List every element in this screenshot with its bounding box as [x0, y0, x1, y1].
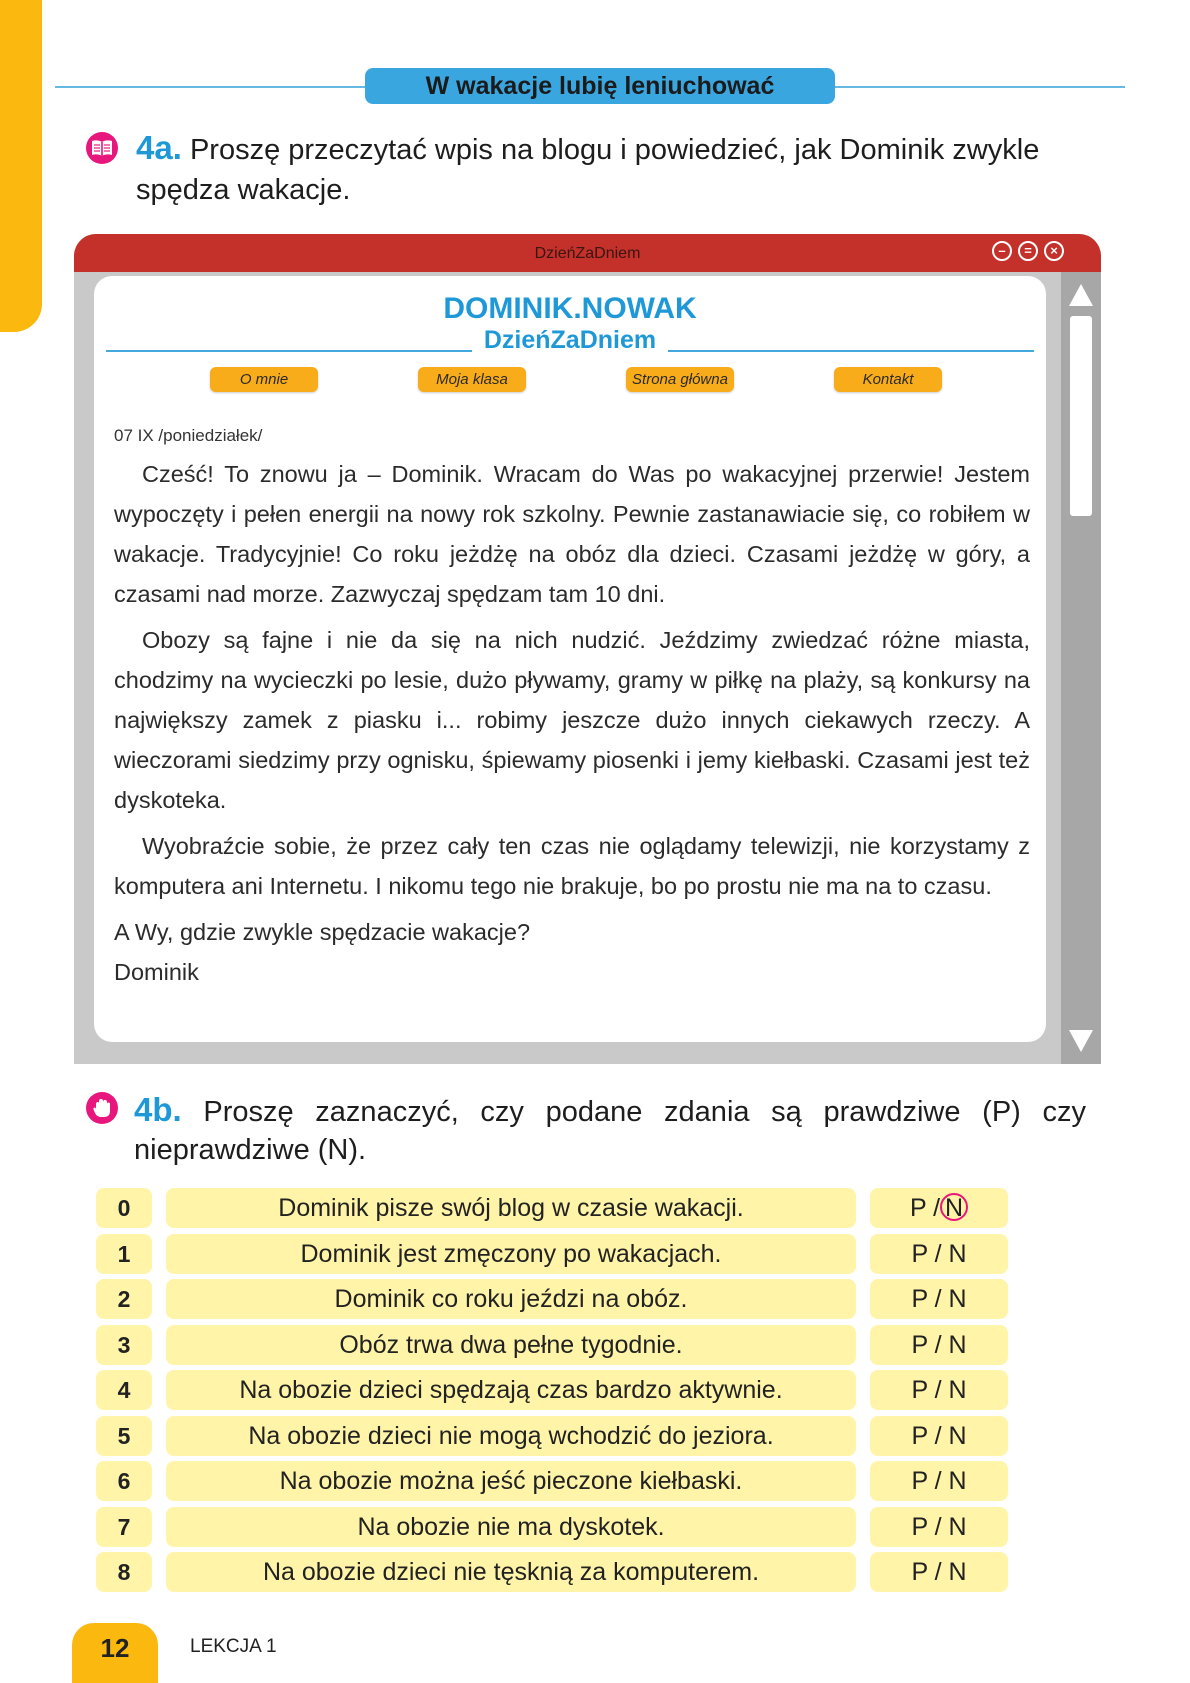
row-answer[interactable]: P / N	[870, 1279, 1008, 1319]
row-answer[interactable]: P / N	[870, 1416, 1008, 1456]
row-answer[interactable]	[870, 1188, 1008, 1228]
scroll-down-icon[interactable]	[1069, 1030, 1093, 1052]
row-sentence: Obóz trwa dwa pełne tygodnie.	[166, 1325, 856, 1365]
post-paragraph-2: Obozy są fajne i nie da się na nich nudzić. Jeździmy zwiedzać różne miasta, chodzimy na wycieczki po lesie, dużo pływamy, gramy w piłkę na plaży, są konkursy na największy zamek z piasku i... robimy jeszcze dużo innych ciekawych rzeczy. A wieczorami siedzimy przy ognisku, śpiewamy piosenki i jemy kiełbaski. Czasami jest też dyskoteka.	[114, 627, 1030, 813]
row-sentence: Dominik pisze swój blog w czasie wakacji.	[166, 1188, 856, 1228]
row-sentence: Dominik co roku jeździ na obóz.	[166, 1279, 856, 1319]
close-icon[interactable]: ×	[1044, 241, 1064, 261]
minimize-icon[interactable]: –	[992, 241, 1012, 261]
exercise-4b-instruction-line1	[134, 1090, 1086, 1132]
exercise-4a-number: 4a.	[136, 129, 182, 166]
row-number: 8	[96, 1552, 152, 1592]
row-answer[interactable]: P / N	[870, 1552, 1008, 1592]
row-answer[interactable]: P / N	[870, 1507, 1008, 1547]
row-sentence: Dominik jest zmęczony po wakacjach.	[166, 1234, 856, 1274]
page-number: 12	[100, 1633, 130, 1663]
row-number: 7	[96, 1507, 152, 1547]
post-paragraph-3: Wyobraźcie sobie, że przez cały ten czas nie oglądamy telewizji, nie korzystamy z komputera ani Internetu. I nikomu tego nie brakuje, bo po prostu nie ma na to czasu.	[114, 833, 1030, 899]
exercise-4b-instruction-line2: nieprawdziwe (N).	[134, 1134, 367, 1166]
row-number: 4	[96, 1370, 152, 1410]
exercise-4b-number: 4b.	[134, 1091, 182, 1128]
blog-subtitle: DzieńZaDniem	[472, 326, 668, 354]
row-number: 6	[96, 1461, 152, 1501]
restore-icon[interactable]: =	[1018, 241, 1038, 261]
scroll-thumb[interactable]	[1070, 316, 1092, 516]
answer-n-circled[interactable]: N	[940, 1193, 968, 1221]
lesson-label: LEKCJA 1	[190, 1636, 277, 1657]
post-date: 07 IX /poniedziałek/	[114, 426, 263, 445]
scrollbar[interactable]	[1061, 272, 1101, 1064]
book-icon	[86, 132, 118, 164]
row-answer[interactable]: P / N	[870, 1370, 1008, 1410]
row-sentence: Na obozie dzieci nie tęsknią za komputerem.	[166, 1552, 856, 1592]
window-title: DzieńZaDniem	[534, 245, 641, 262]
hand-icon	[86, 1092, 118, 1124]
row-sentence: Na obozie można jeść pieczone kiełbaski.	[166, 1461, 856, 1501]
row-sentence: Na obozie dzieci spędzają czas bardzo aktywnie.	[166, 1370, 856, 1410]
answer-p[interactable]: P /	[909, 1194, 941, 1222]
row-answer[interactable]: P / N	[870, 1461, 1008, 1501]
row-number: 5	[96, 1416, 152, 1456]
blog-subtitle-row	[94, 326, 1046, 355]
blog-post	[114, 454, 1030, 992]
exercise-4a-instruction	[136, 128, 1096, 210]
row-sentence: Na obozie dzieci nie mogą wchodzić do jeziora.	[166, 1416, 856, 1456]
scroll-up-icon[interactable]	[1069, 284, 1093, 306]
blog-window	[74, 234, 1101, 1064]
row-answer[interactable]: P / N	[870, 1234, 1008, 1274]
post-signature: Dominik	[114, 959, 199, 985]
exercise-4b-line1: Proszę zaznaczyć, czy podane zdania są prawdziwe (P) czy	[203, 1096, 1087, 1128]
row-number: 3	[96, 1325, 152, 1365]
row-answer[interactable]: P / N	[870, 1325, 1008, 1365]
row-number: 0	[96, 1188, 152, 1228]
row-number: 2	[96, 1279, 152, 1319]
post-question: A Wy, gdzie zwykle spędzacie wakacje?	[114, 919, 531, 945]
exercise-4a-line2: spędza wakacje.	[136, 174, 351, 206]
nav-contact-button[interactable]: Kontakt	[834, 367, 942, 392]
blog-content	[94, 276, 1046, 1042]
nav-about-button[interactable]: O mnie	[210, 367, 318, 392]
page-title: W wakacje lubię leniuchować	[365, 68, 835, 104]
row-sentence: Na obozie nie ma dyskotek.	[166, 1507, 856, 1547]
nav-home-button[interactable]: Strona główna	[626, 367, 734, 392]
blog-name: DOMINIK.NOWAK	[443, 292, 697, 325]
nav-my-class-button[interactable]: Moja klasa	[418, 367, 526, 392]
row-number: 1	[96, 1234, 152, 1274]
side-tab	[0, 0, 42, 332]
post-paragraph-1: Cześć! To znowu ja – Dominik. Wracam do Was po wakacyjnej przerwie! Jestem wypoczęty i pełen energii na nowy rok szkolny. Pewnie zastanawiacie się, co robiłem w wakacje. Tradycyjnie! Co roku jeżdżę na obóz dla dzieci. Czasami jeżdżę w góry, a czasami nad morze. Zazwyczaj spędzam tam 10 dni.	[114, 461, 1030, 607]
exercise-4a-line1: Proszę przeczytać wpis na blogu i powiedzieć, jak Dominik zwykle	[189, 134, 1040, 166]
window-title-bar	[74, 234, 1101, 272]
